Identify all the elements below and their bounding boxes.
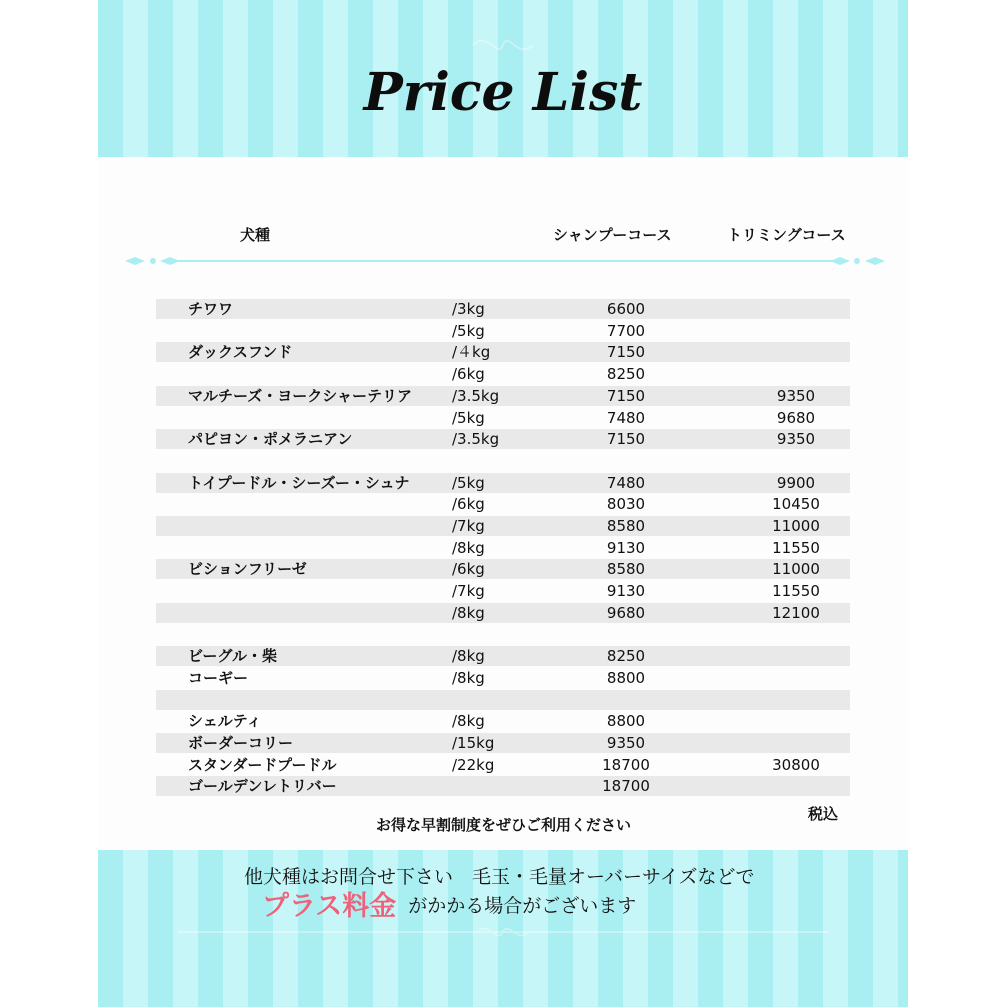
weight-cell: /４kg [452, 343, 491, 362]
weight-cell: /22kg [452, 755, 495, 774]
trimming-price-cell: 9350 [776, 430, 816, 449]
table-row [156, 733, 850, 753]
flourish-ornament-icon [178, 920, 828, 944]
weight-cell: /6kg [452, 560, 485, 579]
breed-cell: パピヨン・ポメラニアン [188, 430, 353, 449]
weight-cell: /8kg [452, 603, 485, 622]
weight-cell: /7kg [452, 517, 485, 535]
shampoo-price-cell: 9350 [606, 734, 646, 752]
table-row [156, 321, 850, 341]
column-header-shampoo: シャンプーコース [553, 226, 672, 244]
page-title: Price List [363, 62, 643, 123]
trimming-price-cell: 12100 [772, 603, 820, 622]
shampoo-price-cell: 8580 [606, 560, 646, 579]
weight-cell: /3.5kg [452, 430, 500, 449]
table-row [156, 668, 850, 688]
weight-cell: /6kg [452, 495, 485, 514]
breed-cell: ビションフリーゼ [188, 560, 307, 579]
weight-cell: /7kg [452, 582, 485, 601]
shampoo-price-cell: 8250 [606, 647, 646, 666]
other-breeds-notice: 他犬種はお問合せ下さい 毛玉・毛量オーバーサイズなどで [244, 866, 755, 888]
breed-cell: マルチーズ・ヨークシャーテリア [188, 386, 412, 405]
breed-cell: ビーグル・柴 [188, 647, 277, 666]
weight-cell: /8kg [452, 712, 485, 731]
table-row [156, 299, 850, 319]
shampoo-price-cell: 7480 [606, 408, 646, 427]
surcharge-notice [262, 884, 636, 923]
header-banner [98, 0, 908, 157]
column-header-breed: 犬種 [240, 226, 271, 244]
trimming-price-cell: 30800 [772, 755, 820, 774]
table-row [156, 364, 850, 384]
table-row [156, 711, 850, 731]
breed-cell: トイプードル・シーズー・シュナ [188, 473, 410, 492]
decorative-divider [125, 254, 885, 268]
table-row [156, 625, 850, 645]
shampoo-price-cell: 8580 [606, 517, 646, 535]
weight-cell: /5kg [452, 473, 485, 492]
weight-cell: /8kg [452, 668, 485, 687]
breed-cell: ボーダーコリー [188, 734, 294, 752]
shampoo-price-cell: 18700 [602, 755, 650, 774]
weight-cell: /8kg [452, 647, 485, 666]
table-row [156, 342, 850, 362]
table-row [156, 408, 850, 428]
early-discount-note: お得な早割制度をぜひご利用ください [375, 816, 631, 834]
shampoo-price-cell: 9130 [606, 538, 646, 557]
table-row [156, 776, 850, 796]
trimming-price-cell: 11550 [772, 538, 820, 557]
table-row [156, 516, 850, 536]
trimming-price-cell: 11550 [772, 582, 820, 601]
shampoo-price-cell: 7150 [606, 343, 646, 362]
shampoo-price-cell: 8800 [606, 712, 646, 731]
table-row [156, 538, 850, 558]
table-row [156, 755, 850, 775]
weight-cell: /6kg [452, 365, 485, 384]
trimming-price-cell: 9900 [776, 473, 816, 492]
shampoo-price-cell: 7480 [606, 473, 646, 492]
table-row [156, 603, 850, 623]
table-row [156, 386, 850, 406]
breed-cell: シェルティ [188, 712, 262, 731]
table-row [156, 559, 850, 579]
weight-cell: /3.5kg [452, 386, 500, 405]
surcharge-notice-text: がかかる場合がございます [408, 895, 637, 917]
trimming-price-cell: 9680 [776, 408, 816, 427]
flourish-ornament-icon [468, 30, 538, 60]
shampoo-price-cell: 18700 [602, 777, 650, 796]
table-row [156, 646, 850, 666]
shampoo-price-cell: 6600 [606, 300, 646, 318]
weight-cell: /5kg [452, 321, 485, 340]
weight-cell: /3kg [452, 300, 485, 318]
shampoo-price-cell: 7150 [606, 430, 646, 449]
shampoo-price-cell: 9130 [606, 582, 646, 601]
table-row [156, 494, 850, 514]
weight-cell: /8kg [452, 538, 485, 557]
table-row [156, 473, 850, 493]
shampoo-price-cell: 9680 [606, 603, 646, 622]
surcharge-highlight: プラス料金 [262, 891, 397, 922]
weight-cell: /15kg [452, 734, 495, 752]
breed-cell: ゴールデンレトリバー [188, 777, 337, 796]
table-row [156, 429, 850, 449]
trimming-price-cell: 9350 [776, 386, 816, 405]
trimming-price-cell: 11000 [772, 560, 820, 579]
breed-cell: コーギー [188, 668, 249, 687]
weight-cell: /5kg [452, 408, 485, 427]
table-row [156, 581, 850, 601]
shampoo-price-cell: 7150 [606, 386, 646, 405]
breed-cell: チワワ [188, 300, 234, 318]
breed-cell: ダックスフンド [188, 343, 293, 362]
table-row [156, 451, 850, 471]
trimming-price-cell: 11000 [772, 517, 820, 535]
shampoo-price-cell: 8250 [606, 365, 646, 384]
breed-cell: スタンダードプードル [188, 755, 337, 774]
trimming-price-cell: 10450 [772, 495, 820, 514]
shampoo-price-cell: 8030 [606, 495, 646, 514]
table-row [156, 690, 850, 710]
shampoo-price-cell: 7700 [606, 321, 646, 340]
column-header-trimming: トリミングコース [727, 226, 846, 244]
tax-included-note: 税込 [808, 805, 839, 823]
shampoo-price-cell: 8800 [606, 668, 646, 687]
